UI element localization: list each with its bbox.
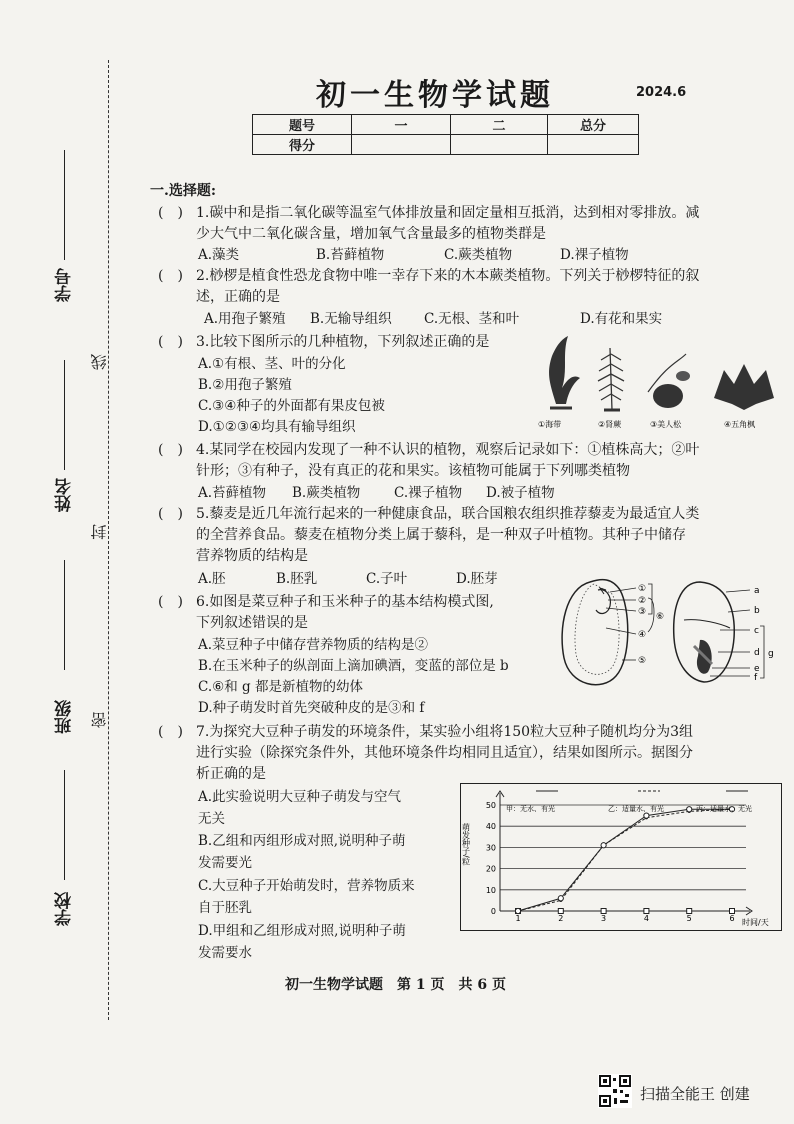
q5-line3: 营养物质的结构是 [196,548,308,564]
chart-xtick-label: 1 [515,914,521,923]
answer-paren[interactable]: ( ) [158,594,183,610]
answer-paren[interactable]: ( ) [158,268,183,284]
answer-paren[interactable]: ( ) [158,334,183,350]
plant-caption: ②肾蕨 [598,420,622,429]
q6-option-b: B.在玉米种子的纵剖面上滴加碘酒，变蓝的部位是 b [198,658,509,674]
class-label: 班级 [55,700,75,734]
q7-line3: 析正确的是 [196,766,266,782]
q1-option-c: C.蕨类植物 [444,247,513,263]
pine-cone-icon [648,354,690,408]
bean-label: ③ [638,607,647,617]
q2-option-b: B.无输导组织 [310,311,392,327]
student-id-line [64,150,65,260]
corn-label: d [754,648,760,658]
bean-label: ② [638,596,647,606]
q7-option-c-cont: 自于胚乳 [198,900,252,916]
chart-point [601,909,606,914]
chart-ytick-label: 40 [485,822,496,832]
chart-point [644,813,649,818]
chart-series-line [518,809,732,911]
q7-line2: 进行实验（除探究条件外，其他环境条件均相同且适宜），结果如图所示。据图分 [196,745,693,761]
q4-option-a: A.苔藓植物 [198,485,267,501]
q5-option-d: D.胚芽 [456,571,498,587]
name-line [64,360,65,470]
q7-option-a: A.此实验说明大豆种子萌发与空气 [198,789,402,805]
q6-line1: 6.如图是菜豆种子和玉米种子的基本结构模式图, [196,594,494,610]
q6-option-c: C.⑥和 g 都是新植物的幼体 [198,679,363,695]
chart-ytick-label: 10 [485,885,496,895]
q1-line2: 少大气中二氧化碳含量，增加氧气含量最多的植物类群是 [196,226,546,242]
corn-label: a [754,586,760,596]
q2-option-c: C.无根、茎和叶 [424,311,520,327]
chart-legend-label: 丙：适量水、无光 [696,805,752,813]
q4-option-c: C.裸子植物 [394,485,463,501]
q4-option-d: D.被子植物 [486,485,555,501]
chart-legend-label: 甲：无水、有光 [506,805,555,813]
q7-option-d-cont: 发需要水 [198,945,252,961]
chart-xtick-label: 2 [558,914,564,923]
q7-option-b-cont: 发需要光 [198,855,252,871]
q7-option-a-cont: 无关 [198,811,225,827]
score-input-cell[interactable] [548,135,639,155]
chart-point [730,909,735,914]
seal-mark-seal: 封 [90,524,109,540]
plants-figure [528,334,784,432]
q3-option-a: A.①有根、茎、叶的分化 [198,356,346,372]
chart-point [558,909,563,914]
plant-caption: ①海带 [538,420,562,429]
answer-paren[interactable]: ( ) [158,506,183,522]
score-header-cell: 二 [451,115,548,135]
answer-paren[interactable]: ( ) [158,205,183,221]
score-table [252,114,639,155]
qr-code-icon [598,1074,632,1108]
q1-option-d: D.裸子植物 [560,247,629,263]
corn-label: e [754,664,760,674]
q7-line1: 7.为探究大豆种子萌发的环境条件，某实验小组将150粒大豆种子随机均分为3组 [196,724,693,740]
chart-xtick-label: 6 [729,914,735,923]
chart-point [687,909,692,914]
q7-option-b: B.乙组和丙组形成对照,说明种子萌 [198,833,406,849]
chart-ytick-label: 20 [485,864,496,874]
q5-line2: 的全营养食品。藜麦在植物分类上属于藜科，是一种双子叶植物。其种子中储存 [196,527,686,543]
q1-option-a: A.藻类 [198,247,240,263]
score-input-cell[interactable] [451,135,548,155]
plant-caption: ③美人松 [650,420,682,429]
chart-point [644,909,649,914]
q5-line1: 5.藜麦是近几年流行起来的一种健康食品，联合国粮农组织推荐藜麦为最适宜人类 [196,506,700,522]
score-header-cell: 一 [352,115,451,135]
student-id-label: 学号 [55,268,75,302]
q2-option-a: A.用孢子繁殖 [204,311,286,327]
answer-paren[interactable]: ( ) [158,724,183,740]
q6-option-d: D.种子萌发时首先突破种皮的是③和 f [198,700,425,716]
answer-paren[interactable]: ( ) [158,442,183,458]
bean-label: ⑥ [656,612,665,622]
score-header-cell: 题号 [253,115,352,135]
score-header-cell: 总分 [548,115,639,135]
chart-ytick-label: 50 [485,801,496,810]
q2-option-d: D.有花和果实 [580,311,663,327]
section-heading: 一.选择题: [150,183,217,199]
q3-line1: 3.比较下图所示的几种植物，下列叙述正确的是 [196,334,490,350]
q6-option-a: A.菜豆种子中储存营养物质的结构是② [198,637,429,653]
chart-series-line [518,809,732,911]
q4-option-b: B.蕨类植物 [292,485,361,501]
chart-ylabel: 萌发种子/粒 [461,823,471,866]
q6-line2: 下列叙述错误的是 [196,615,308,631]
corn-label: b [754,606,760,616]
chart-legend-label: 乙：适量水、有光 [608,805,664,813]
q4-line1: 4.某同学在校园内发现了一种不认识的植物，观察后记录如下：①植株高大；②叶 [196,442,700,458]
chart-point [558,896,563,901]
name-label: 姓名 [55,478,75,512]
exam-date: 2024.6 [636,85,687,100]
corn-label: c [754,626,759,636]
q5-option-a: A.胚 [198,571,226,587]
binding-dashed-rule [108,60,109,1020]
corn-label: f [754,673,758,683]
corn-label: g [768,649,774,659]
scanner-watermark: 扫描全能王 创建 [640,1085,750,1103]
q4-line2: 针形；③有种子，没有真正的花和果实。该植物可能属于下列哪类植物 [196,463,630,479]
score-input-cell[interactable] [352,135,451,155]
seal-mark-secret: 密 [90,712,109,728]
chart-ytick-label: 0 [490,907,496,916]
kelp-icon [549,336,580,408]
fern-icon [598,348,624,410]
chart-point [515,908,520,913]
bean-label: ① [638,584,647,594]
q2-line2: 述，正确的是 [196,289,280,305]
maple-leaf-icon [714,364,774,410]
bean-label: ⑤ [638,656,647,666]
class-line [64,560,65,670]
score-row-label: 得分 [253,135,352,155]
page-title: 初一生物学试题 [316,78,554,113]
q3-option-b: B.②用孢子繁殖 [198,377,292,393]
bean-label: ④ [638,630,647,640]
q7-option-d: D.甲组和乙组形成对照,说明种子萌 [198,923,406,939]
page-footer: 初一生物学试题 第 1 页 共 6 页 [285,977,506,993]
q3-option-c: C.③④种子的外面都有果皮包被 [198,398,385,414]
chart-point [601,843,606,848]
chart-point [687,807,692,812]
seal-mark-line: 线 [90,354,109,370]
seed-structure-figure [550,568,782,698]
q1-line1: 1.碳中和是指二氧化碳等温室气体排放量和固定量相互抵消，达到相对零排放。减 [196,205,700,221]
q3-option-d: D.①②③④均具有输导组织 [198,419,356,435]
chart-xtick-label: 5 [686,914,692,923]
q2-line1: 2.桫椤是植食性恐龙食物中唯一幸存下来的木本蕨类植物。下列关于桫椤特征的叙 [196,268,700,284]
germination-chart [460,783,782,931]
q7-option-c: C.大豆种子开始萌发时，营养物质来 [198,878,415,894]
chart-xtick-label: 4 [643,914,649,923]
plant-caption: ④五角枫 [724,420,756,429]
school-line [64,770,65,880]
q5-option-c: C.子叶 [366,571,408,587]
chart-xlabel: 时间/天 [742,918,769,927]
q5-option-b: B.胚乳 [276,571,318,587]
corn-seed-diagram [674,582,774,683]
chart-ytick-label: 30 [485,843,496,853]
bean-seed-diagram [562,580,664,685]
chart-xtick-label: 3 [601,914,607,923]
q1-option-b: B.苔藓植物 [316,247,385,263]
school-label: 学校 [55,892,75,926]
